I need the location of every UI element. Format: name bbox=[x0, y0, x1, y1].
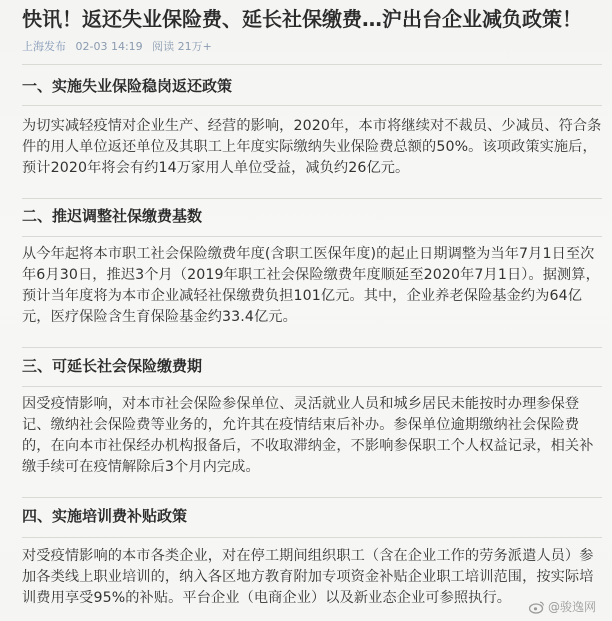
article-meta bbox=[22, 38, 218, 54]
watermark-text: @骏逸网 bbox=[547, 600, 596, 614]
watermark bbox=[529, 598, 596, 615]
section-divider bbox=[22, 347, 602, 348]
section-divider bbox=[22, 105, 602, 106]
section-heading-3: 三、可延长社会保险缴费期 bbox=[22, 357, 203, 375]
section-divider bbox=[22, 386, 602, 387]
article-title: 快讯！返还失业保险费、延长社保缴费…沪出台企业减负政策！ bbox=[22, 7, 582, 31]
article-datetime: 02-03 14:19 bbox=[75, 40, 143, 53]
section-divider bbox=[22, 537, 602, 538]
section-body-1: 为切实减轻疫情对企业生产、经营的影响，2020年，本市将继续对不裁员、少减员、符合条件的用人单位返还单位及其职工上年度实际缴纳失业保险费总额的50%。该项政策实施后，预计2020年将会有约14万家用人单位受益，减负约26亿元。 bbox=[22, 118, 602, 176]
section-heading-2: 二、推迟调整社保缴费基数 bbox=[22, 207, 203, 225]
section-divider bbox=[22, 497, 602, 498]
section-heading-1: 一、实施失业保险稳岗返还政策 bbox=[22, 77, 233, 95]
section-heading-4: 四、实施培训费补贴政策 bbox=[22, 507, 188, 525]
section-divider bbox=[22, 64, 602, 65]
section-body-2: 从今年起将本市职工社会保险缴费年度(含职工医保年度)的起止日期调整为当年7月1日至次年6月30日，推迟3个月（2019年职工社会保险缴费年度顺延至2020年7月1日）。据测算，预计当年度将为本市企业减轻社保缴费负担101亿元。其中，企业养老保险基金约为64亿元，医疗保险含生育保险基金约33.4亿元。 bbox=[22, 246, 600, 325]
section-body-3: 因受疫情影响，对本市社会保险参保单位、灵活就业人员和城乡居民未能按时办理参保登记、缴纳社会保险费等业务的，允许其在疫情结束后补办。参保单位逾期缴纳社会保险费的，在向本市社保经办机构报备后，不收取滞纳金，不影响参保职工个人权益记录，相关补缴手续可在疫情解除后3个月内完成。 bbox=[22, 396, 594, 475]
article-source[interactable]: 上海发布 bbox=[22, 40, 66, 53]
section-divider bbox=[22, 198, 602, 199]
section-divider bbox=[22, 236, 602, 237]
section-body-4: 对受疫情影响的本市各类企业，对在停工期间组织职工（含在企业工作的劳务派遣人员）参加各类线上职业培训的，纳入各区地方教育附加专项资金补贴企业职工培训范围，按实际培训费用享受95%的补贴。平台企业（电商企业）以及新业态企业可参照执行。 bbox=[22, 548, 594, 606]
weibo-logo-icon bbox=[529, 600, 545, 614]
article-views: 阅读 21万+ bbox=[152, 40, 212, 53]
